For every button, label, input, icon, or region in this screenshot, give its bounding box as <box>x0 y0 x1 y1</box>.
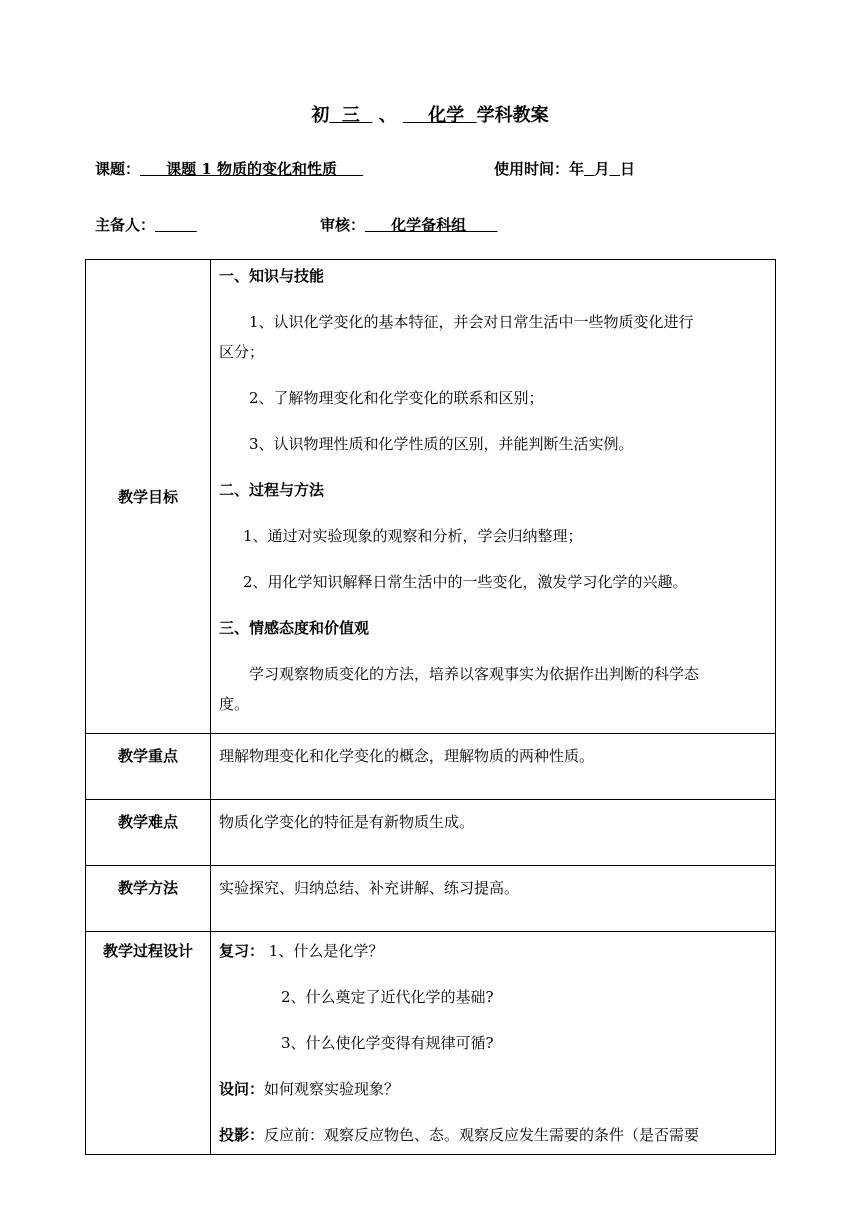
table-row-method <box>86 866 776 932</box>
goals-attitude-1: 学习观察物质变化的方法，培养以客观事实为依据作出判断的科学态 <box>249 665 700 683</box>
goals-label: 教学目标 <box>86 260 211 734</box>
page-title <box>0 101 860 127</box>
projection-text: 反应前：观察反应物色、态。观察反应发生需要的条件（是否需要 <box>264 1126 700 1144</box>
process-label: 教学过程设计 <box>86 932 211 1155</box>
preparer-value <box>155 216 197 234</box>
usage-time <box>494 158 635 179</box>
table-row-goals <box>86 260 776 734</box>
table-row-difficulty <box>86 800 776 866</box>
process-ask <box>219 1074 767 1104</box>
topic-line <box>95 158 363 179</box>
process-content <box>211 932 776 1155</box>
difficulty-text: 物质化学变化的特征是有新物质生成。 <box>211 800 776 866</box>
title-subject: 化学 <box>403 105 477 126</box>
table-row-process <box>86 932 776 1155</box>
title-grade: 三 <box>329 105 373 126</box>
goals-knowledge-1: 1、认识化学变化的基本特征，并会对日常生活中一些物质变化进行 <box>249 313 694 331</box>
review-q1: 1、什么是化学？ <box>264 942 384 960</box>
time-month-label: 月 <box>594 160 610 178</box>
preparer-label: 主备人： <box>95 216 156 234</box>
goals-attitude-1-cont: 度。 <box>219 695 250 713</box>
ask-text: 如何观察实验现象？ <box>264 1080 400 1098</box>
time-label: 使用时间：年 <box>494 160 585 178</box>
review-q2: 2、什么奠定了近代化学的基础? <box>281 988 494 1006</box>
table-row-key <box>86 734 776 800</box>
key-text: 理解物理变化和化学变化的概念，理解物质的两种性质。 <box>211 734 776 800</box>
review-label: 复习： <box>219 942 265 960</box>
goals-process-2: 2、用化学知识解释日常生活中的一些变化，激发学习化学的兴趣。 <box>243 573 688 591</box>
title-suffix: 学科教案 <box>476 105 549 126</box>
reviewer-value: 化学备科组 <box>365 216 498 234</box>
goals-process-1: 1、通过对实验现象的观察和分析，学会归纳整理； <box>243 527 583 545</box>
goals-heading-attitude: 三、情感态度和价值观 <box>219 619 370 637</box>
goals-knowledge-1-cont: 区分； <box>219 343 265 361</box>
goals-heading-knowledge: 一、知识与技能 <box>219 267 325 285</box>
reviewer-line <box>320 214 497 235</box>
difficulty-label: 教学难点 <box>86 800 211 866</box>
review-q3: 3、什么使化学变得有规律可循? <box>281 1034 494 1052</box>
time-day-label: 日 <box>619 160 635 178</box>
goals-content <box>211 260 776 734</box>
process-projection <box>219 1120 767 1150</box>
goals-knowledge-3: 3、认识物理性质和化学性质的区别，并能判断生活实例。 <box>249 435 634 453</box>
goals-heading-process: 二、过程与方法 <box>219 481 325 499</box>
goals-knowledge-2: 2、了解物理变化和化学变化的联系和区别； <box>249 389 544 407</box>
title-separator: 、 <box>378 105 397 126</box>
key-label: 教学重点 <box>86 734 211 800</box>
ask-label: 设问： <box>219 1080 265 1098</box>
reviewer-label: 审核： <box>320 216 366 234</box>
method-text: 实验探究、归纳总结、补充讲解、练习提高。 <box>211 866 776 932</box>
time-month-blank <box>584 160 594 178</box>
topic-label: 课题： <box>95 160 141 178</box>
topic-value: 课题 1 物质的变化和性质 <box>140 160 364 178</box>
preparer-line <box>95 214 197 235</box>
projection-label: 投影： <box>219 1126 265 1144</box>
method-label: 教学方法 <box>86 866 211 932</box>
lesson-plan-table <box>85 259 776 1155</box>
title-prefix: 初 <box>311 105 330 126</box>
process-review <box>219 936 767 966</box>
time-day-blank <box>609 160 619 178</box>
